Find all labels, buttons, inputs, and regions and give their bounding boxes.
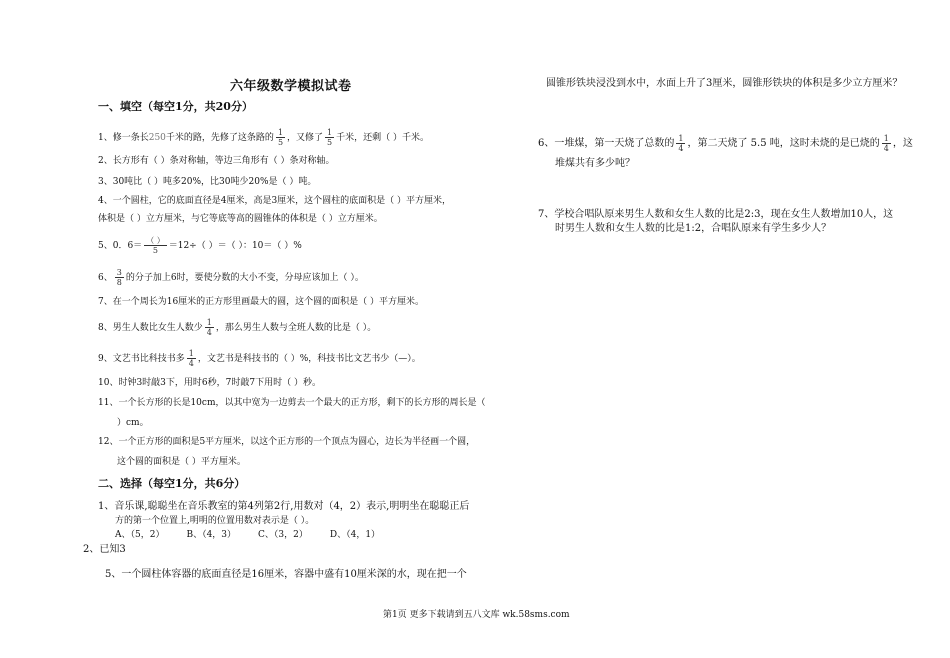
question-9: 9、文艺书比科技书多 $\frac{1}{4}$ ，文艺书是科技书的（ ）%，科技书比文艺书少（—）。 bbox=[98, 349, 421, 368]
page-footer: 第1页 更多下载请到五八文库 wk.58sms.com bbox=[383, 610, 570, 620]
choice-question-2: 2、已知3 bbox=[83, 544, 126, 555]
option-b: B、（4，3） bbox=[186, 530, 237, 540]
q1-text-e: 千米，还剩（ ）千米。 bbox=[336, 133, 430, 143]
fraction: $\frac{1}{4}$ bbox=[188, 349, 194, 368]
fraction: $\frac{3}{8}$ bbox=[116, 268, 122, 287]
question-7-line1: 7、学校合唱队原来男生人数和女生人数的比是2:3，现在女生人数增加10人，这 bbox=[538, 209, 894, 220]
question-7: 7、在一个周长为16厘米的正方形里画最大的圆，这个圆的面积是（ ）平方厘米。 bbox=[98, 297, 425, 307]
q1-text-d: ，又修了 bbox=[287, 133, 324, 143]
option-c: C、（3，2） bbox=[258, 530, 308, 540]
q1-length: 250 bbox=[148, 133, 166, 143]
question-1 bbox=[98, 128, 429, 147]
fraction: $\frac{1}{5}$ bbox=[277, 128, 284, 147]
question-4-line1: 4、一个圆柱，它的底面直径是4厘米，高是3厘米，这个圆柱的底面积是（ ）平方厘米， bbox=[98, 196, 452, 206]
question-7-line2: 时男生人数和女生人数的比是1:2，合唱队原来有学生多少人？ bbox=[555, 223, 832, 234]
question-11-line2: ）cm。 bbox=[117, 418, 149, 428]
fraction: $\frac{1}{4}$ bbox=[883, 134, 889, 153]
fraction: $\frac{1}{5}$ bbox=[327, 128, 333, 147]
page-title: 六年级数学模拟试卷 bbox=[230, 79, 352, 94]
question-11-line1: 11、一个长方形的长是10cm，以其中宽为一边剪去一个最大的正方形，剩下的长方形的周长是（ bbox=[98, 398, 486, 408]
question-5-start: 5、一个圆柱体容器的底面直径是16厘米，容器中盛有10厘米深的水，现在把一个 bbox=[105, 569, 467, 580]
fraction: $\frac{1}{4}$ bbox=[678, 134, 684, 153]
question-4-line2: 体积是（ ）立方厘米，与它等底等高的圆锥体的体积是（ ）立方厘米。 bbox=[98, 214, 383, 224]
fraction: $\frac{( )}{5}$ bbox=[146, 236, 165, 255]
section1-heading: 一、填空（每空1分，共20分） bbox=[98, 100, 253, 113]
question-5-continued: 圆锥形铁块浸没到水中，水面上升了3厘米，圆锥形铁块的体积是多少立方厘米？ bbox=[546, 78, 903, 89]
choice-options bbox=[115, 529, 380, 541]
question-12-line1: 12、一个正方形的面积是5平方厘米，以这个正方形的一个顶点为圆心，边长为半径画一个圆， bbox=[98, 437, 476, 447]
question-12-line2: 这个圆的面积是（ ）平方厘米。 bbox=[117, 457, 246, 467]
q1-text-c: 千米的路，先修了这条路的 bbox=[165, 133, 274, 143]
q1-text-a: 1、修一条长 bbox=[98, 133, 149, 143]
option-a: A、（5，2） bbox=[115, 530, 165, 540]
question-3: 3、30吨比（ ）吨多20%，比30吨少20%是（ ）吨。 bbox=[98, 177, 317, 187]
question-5: 5、0．6＝ $\frac{( )}{5}$ ＝12÷（ ）＝（ ）：10＝（ ）% bbox=[98, 236, 302, 255]
fraction: $\frac{1}{4}$ bbox=[206, 318, 212, 337]
question-6-line1: 6、一堆煤，第一天烧了总数的 $\frac{1}{4}$ ，第二天烧了 5.5 吨，这时未烧的是已烧的 $\frac{1}{4}$ ，这 bbox=[538, 134, 913, 153]
question-8: 8、男生人数比女生人数少 $\frac{1}{4}$ ，那么男生人数与全班人数的比是（ ）。 bbox=[98, 318, 377, 337]
question-10: 10、时钟3时敲3下，用时6秒，7时敲7下用时（ ）秒。 bbox=[98, 378, 321, 388]
question-6: 6、 $\frac{3}{8}$ 的分子加上6时，要使分数的大小不变，分母应该加上（ ）。 bbox=[98, 268, 364, 287]
question-6-line2: 堆煤共有多少吨？ bbox=[555, 158, 635, 169]
option-d: D、（4，1） bbox=[329, 530, 381, 540]
section2-heading: 二、选择（每空1分，共6分） bbox=[98, 477, 246, 490]
choice-question-1-line1: 1、音乐课,聪聪坐在音乐教室的第4列第2行,用数对（4，2）表示,明明坐在聪聪正后 bbox=[98, 501, 470, 512]
choice-question-1-line2: 方的第一个位置上,明明的位置用数对表示是（ ）。 bbox=[115, 516, 315, 526]
question-2: 2、长方形有（ ）条对称轴，等边三角形有（ ）条对称轴。 bbox=[98, 156, 335, 166]
